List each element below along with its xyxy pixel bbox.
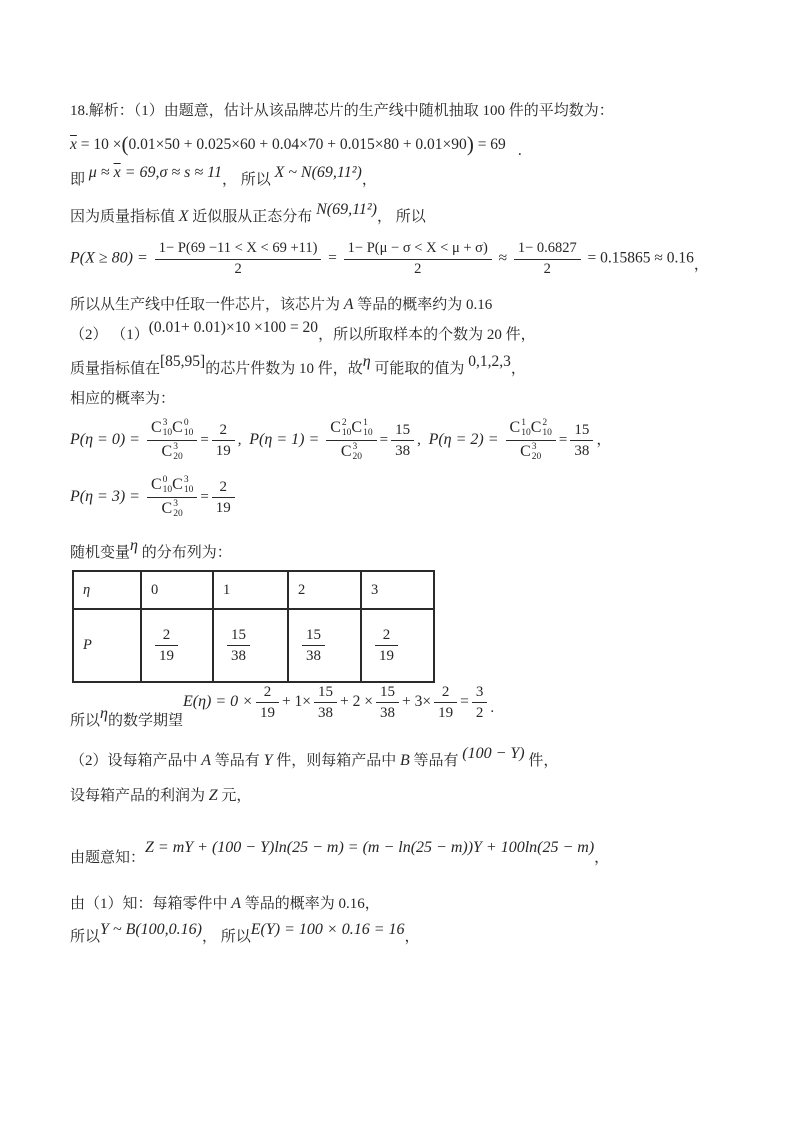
line-eta-values: 质量指标值在[85,95]的芯片件数为 10 件，故η 可能取的值为 0,1,2,3， — [70, 353, 526, 378]
fraction: $\frac{15}{38}$ — [302, 626, 325, 665]
table-prob-cell — [288, 609, 361, 682]
line-profit-formula: 由题意知：Z = mY + (100 − Y)ln(25 − m) = (m − ln(25 − m))Y + 100ln(25 − m)， — [70, 838, 610, 866]
prob-statement-3: P(η = 3) = C 0 10 C 3 10 C 3 20 = $\frac{2}{19}$ — [70, 489, 238, 505]
table-header-cell: 0 — [141, 571, 213, 609]
variable-Y: Y — [263, 752, 273, 770]
combination-symbol: C 3 20 — [520, 441, 542, 463]
combination-symbol: C 3 10 — [150, 417, 173, 439]
formula-lhs: P(X ≥ 80) = — [70, 249, 152, 267]
formula-mean-result: = 69 — [473, 136, 506, 153]
fraction: $\frac{15}{38}$ — [570, 421, 593, 460]
combination-symbol: C 3 20 — [161, 441, 183, 463]
formula-mean — [70, 130, 736, 159]
sentence-period: . — [517, 142, 522, 159]
combination-symbol: C 2 10 — [330, 417, 352, 439]
comma: ， — [361, 172, 377, 189]
table-prob-cell — [213, 609, 288, 682]
formula-result: = 0.15865 ≈ 0.16 — [587, 249, 694, 267]
math-values: 0,1,2,3 — [468, 353, 511, 371]
variable-A: A — [201, 752, 212, 770]
table-header-cell: 1 — [213, 571, 288, 609]
line-mu-sigma — [70, 164, 736, 191]
variable-eta: η — [362, 353, 371, 371]
line-binomial: 所以Y ~ B(100,0.16)， 所以E(Y) = 100 × 0.16 = 16， — [70, 920, 420, 945]
fraction: $\frac{2}{19}$ — [212, 478, 235, 517]
formula-expectation: E(η) = 0 × $\frac{2}{19}$ + 1× $\frac{15}{38}$ + 2 × $\frac{15}{38}$ + 3× $\frac{2}{19}$ = $\frac{3}{2}$ . — [182, 684, 495, 722]
line-expectation: 所以 η 的数学期望 E(η) = 0 × $\frac{2}{19}$ + 1× $\frac{15}{38}$ + 2 × $\frac{15}{38}$ + 3× $\frac{2}{19}$ = $\frac{3}{2}$ . — [70, 684, 495, 730]
fraction — [147, 418, 197, 463]
variable-B: B — [399, 752, 410, 770]
math-normal-dist: X ~ N(69,11²) — [274, 164, 362, 182]
fraction — [147, 475, 197, 520]
line-sample-count: （2） （1）(0.01+ 0.01)×10 ×100 = 20，所以所取样本的个数为 20 件， — [70, 319, 536, 344]
combination-symbol: C 3 20 — [340, 441, 362, 463]
combination-symbol: C 0 10 — [172, 417, 194, 439]
fraction: $\frac{2}{19}$ — [256, 683, 279, 722]
fraction: $\frac{2}{19}$ — [434, 683, 457, 722]
math-interval: [85,95] — [160, 353, 206, 371]
fraction: $\frac{15}{38}$ — [227, 626, 250, 665]
table-prob-cell — [361, 609, 434, 682]
table-header-row — [73, 571, 434, 609]
line-define-Z: 设每箱产品的利润为 Z 元， — [70, 786, 252, 804]
fraction — [506, 418, 556, 463]
comma: ， — [693, 256, 709, 273]
table-eta-label: η — [73, 571, 141, 609]
intro-line: 18.解析：（1）由题意，估计从该品牌芯片的生产线中随机抽取 100 件的平均数为： — [70, 103, 614, 119]
fraction: $\frac{2}{19}$ — [375, 626, 398, 665]
combination-symbol: C 3 20 — [161, 498, 183, 520]
distribution-table — [72, 570, 435, 683]
line-prob-A: 由（1）知：每箱零件中 A 等品的概率为 0.16， — [70, 895, 380, 913]
line-probabilities-label: 相应的概率为： — [70, 390, 176, 407]
sentence-period: . — [490, 700, 495, 717]
line-conclusion-A: 所以从生产线中任取一件芯片，该芯片为 A 等品的概率约为 0.16 — [70, 295, 493, 313]
math-100-minus-Y: (100 − Y) — [462, 745, 525, 763]
fraction: $\frac{1- P(69 -11 < X < 69 +11)}{2}$ — [155, 240, 322, 278]
formula-probability-x80: P(X ≥ 80) = $\frac{1- P(69 -11 < X < 69 +11)}{2}$ = $\frac{1- P(\mu - \sigma < X < \mu + \sigma)}{2}$ ≈ $\frac{1- 0.6827}{2}$ = 0.15865 ≈ 0.16， — [70, 240, 709, 277]
table-prob-cell — [141, 609, 213, 682]
formula-prob-row1 — [70, 418, 736, 463]
prob-statement-1: P(η = 1) = C 2 10 C 1 10 C 3 20 = $\frac{15}{38}$ , — [249, 417, 421, 463]
formula-mean-mid: = 10 × — [76, 136, 122, 153]
fraction: $\frac{2}{19}$ — [155, 626, 178, 665]
fraction: $\frac{2}{19}$ — [212, 421, 235, 460]
xbar-variable: $\overline{x}$ — [70, 136, 77, 153]
combination-symbol: C 1 10 — [509, 417, 531, 439]
variable-X: X — [178, 207, 189, 225]
combination-symbol: C 2 10 — [530, 417, 552, 439]
fraction: $\frac{15}{38}$ — [376, 683, 399, 722]
fraction: $\frac{15}{38}$ — [314, 683, 337, 722]
line-distribution-label: 随机变量η 的分布列为： — [70, 536, 232, 561]
math-sample-calc: (0.01+ 0.01)×10 ×100 = 20 — [148, 319, 319, 337]
prob-statement-2: P(η = 2) = C 1 10 C 2 10 C 3 20 = $\frac{15}{38}$ ， — [428, 417, 612, 463]
line-because-normal: 因为质量指标值 X 近似服从正态分布 N(69,11²)， 所以 — [70, 200, 426, 225]
variable-A: A — [343, 295, 354, 313]
fraction: $\frac{1- P(\mu - \sigma < X < \mu + \sigma)}{2}$ — [344, 240, 492, 278]
comma: ， — [404, 928, 420, 945]
math-profit: Z = mY + (100 − Y)ln(25 − m) = (m − ln(25 − m))Y + 100ln(25 − m) — [145, 838, 595, 856]
table-header-cell: 2 — [288, 571, 361, 609]
comma: ， — [594, 849, 610, 866]
variable-A: A — [231, 895, 242, 913]
math-mu-approx: $\mu \approx \overline{x} = 69,\sigma \approx s \approx 11$ — [88, 164, 222, 182]
combination-symbol: C 1 10 — [351, 417, 373, 439]
combination-symbol: C 0 10 — [150, 474, 173, 496]
math-expectation-Y: E(Y) = 100 × 0.16 = 16 — [250, 920, 405, 938]
xbar-variable: $\overline{x}$ — [113, 164, 121, 182]
variable-Z: Z — [208, 786, 218, 804]
line-define-Y: （2）设每箱产品中 A 等品有 Y 件，则每箱产品中 B 等品有 (100 − Y) 件， — [70, 745, 559, 770]
formula-mean-body: 0.01×50 + 0.025×60 + 0.04×70 + 0.015×80 + 0.01×90 — [128, 136, 467, 153]
table-p-label: P — [73, 609, 141, 682]
left-paren: ( — [121, 132, 129, 156]
math-binomial: Y ~ B(100,0.16) — [100, 920, 202, 938]
cn-text: ， 所以 — [221, 172, 275, 189]
formula-prob-row2 — [70, 475, 736, 520]
fraction: $\frac{1- 0.6827}{2}$ — [514, 240, 581, 278]
variable-eta: η — [100, 705, 108, 723]
fraction: $\frac{15}{38}$ — [391, 421, 414, 460]
table-probability-row — [73, 609, 434, 682]
prob-statement-0: P(η = 0) = C 3 10 C 0 10 C 3 20 = $\frac{2}{19}$ , — [70, 417, 242, 463]
fraction — [326, 418, 376, 463]
cn-text: 即 — [70, 172, 89, 189]
right-paren: ) — [466, 132, 474, 156]
table-header-cell: 3 — [361, 571, 434, 609]
math-normal-dist: N(69,11²) — [316, 200, 377, 218]
combination-symbol: C 3 10 — [172, 474, 194, 496]
fraction: $\frac{3}{2}$ — [472, 683, 488, 722]
variable-eta: η — [130, 536, 138, 554]
